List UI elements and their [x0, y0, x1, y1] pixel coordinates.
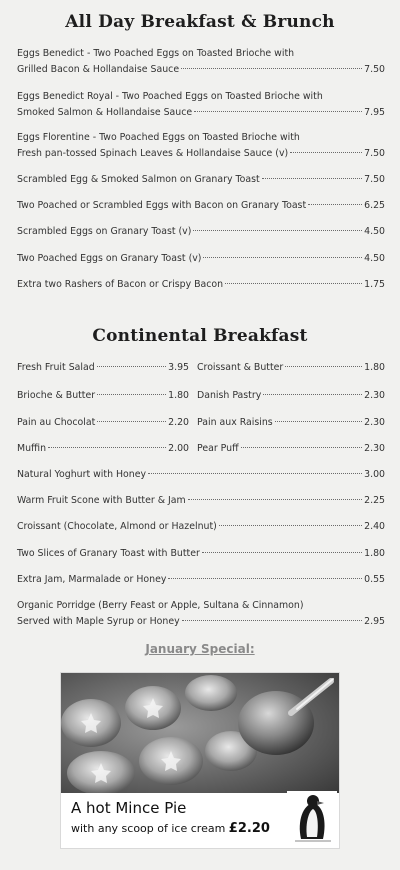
item-price: 1.80 [168, 390, 189, 401]
item-description-line: Extra Jam, Marmalade or Honey [17, 574, 167, 585]
item-name: Pear Puff [197, 443, 239, 454]
dot-leader [97, 421, 166, 422]
menu-row-pair [17, 441, 385, 457]
item-price: 3.00 [364, 469, 385, 480]
dot-leader [148, 473, 362, 474]
menu-item [17, 251, 385, 267]
penguin-illustration [287, 791, 337, 846]
item-description-line: Fresh pan-tossed Spinach Leaves & Hollandaise Sauce (v) [17, 148, 289, 159]
menu-item [17, 89, 385, 121]
menu-row-pair [17, 388, 385, 404]
menu-item [17, 493, 385, 509]
dot-leader [241, 447, 363, 448]
item-price: 4.50 [364, 253, 385, 264]
dot-leader [97, 366, 166, 367]
dot-leader [193, 230, 362, 231]
dot-leader [181, 68, 362, 69]
menu-item [17, 46, 385, 78]
dot-leader [194, 111, 362, 112]
item-description-line: Grilled Bacon & Hollandaise Sauce [17, 64, 180, 75]
item-description-line: Two Slices of Granary Toast with Butter [17, 548, 200, 559]
dot-leader [290, 152, 362, 153]
item-name: Pain au Chocolat [17, 417, 96, 428]
item-price: 2.20 [168, 417, 189, 428]
item-description-line: Eggs Florentine - Two Poached Eggs on Toasted Brioche with [17, 132, 300, 143]
item-description-line: Eggs Benedict - Two Poached Eggs on Toasted Brioche with [17, 48, 295, 59]
continental-title: Continental Breakfast [92, 326, 308, 346]
item-price: 1.80 [364, 548, 385, 559]
dot-leader [225, 283, 362, 284]
item-description-line: Scrambled Eggs on Granary Toast (v) [17, 226, 192, 237]
menu-item [17, 130, 385, 162]
item-price: 2.30 [364, 443, 385, 454]
item-price: 7.50 [364, 174, 385, 185]
special-heading: January Special: [145, 642, 255, 656]
item-description-line: Warm Fruit Scone with Butter & Jam [17, 495, 186, 506]
item-price: 2.25 [364, 495, 385, 506]
item-name: Danish Pastry [197, 390, 262, 401]
item-description-line: Extra two Rashers of Bacon or Crispy Bacon [17, 279, 224, 290]
item-price: 7.95 [364, 107, 385, 118]
item-description-line: Two Poached or Scrambled Eggs with Bacon on Granary Toast [17, 200, 307, 211]
menu-item [17, 224, 385, 240]
item-name: Brioche & Butter [17, 390, 96, 401]
menu-row-pair [17, 415, 385, 431]
item-price: 2.40 [364, 521, 385, 532]
item-price: 7.50 [364, 148, 385, 159]
item-price: 2.30 [364, 417, 385, 428]
dot-leader [262, 178, 362, 179]
item-price: 7.50 [364, 64, 385, 75]
item-description-line: Organic Porridge (Berry Feast or Apple, Sultana & Cinnamon) [17, 600, 304, 611]
item-price: 2.95 [364, 616, 385, 627]
menu-item [17, 598, 385, 630]
dot-leader [188, 499, 362, 500]
menu-item [17, 277, 385, 293]
dot-leader [97, 394, 166, 395]
item-description-line: Served with Maple Syrup or Honey [17, 616, 180, 627]
item-name: Fresh Fruit Salad [17, 362, 95, 373]
dot-leader [275, 421, 362, 422]
item-description-line: Croissant (Chocolate, Almond or Hazelnut) [17, 521, 217, 532]
dot-leader [285, 366, 362, 367]
item-description-line: Two Poached Eggs on Granary Toast (v) [17, 253, 202, 264]
item-name: Pain aux Raisins [197, 417, 273, 428]
item-price: 1.80 [364, 362, 385, 373]
promo-subtitle-text: with any scoop of ice cream [71, 822, 226, 835]
dot-leader [308, 204, 362, 205]
dot-leader [219, 525, 362, 526]
promo-title: A hot Mince Pie [71, 799, 187, 817]
item-price: 6.25 [364, 200, 385, 211]
item-description-line: Eggs Benedict Royal - Two Poached Eggs on Toasted Brioche with [17, 91, 323, 102]
dot-leader [182, 620, 362, 621]
promo-subtitle [71, 821, 270, 836]
dot-leader [203, 257, 362, 258]
dot-leader [263, 394, 362, 395]
menu-item [17, 467, 385, 483]
item-name: Muffin [17, 443, 47, 454]
mince-pie-photo [61, 673, 339, 793]
promo-price: £2.20 [228, 821, 270, 836]
item-price: 2.30 [364, 390, 385, 401]
item-price: 4.50 [364, 226, 385, 237]
menu-row-pair [17, 360, 385, 376]
item-price: 2.00 [168, 443, 189, 454]
menu-item [17, 172, 385, 188]
item-price: 3.95 [168, 362, 189, 373]
menu-item [17, 519, 385, 535]
item-price: 0.55 [364, 574, 385, 585]
menu-item [17, 546, 385, 562]
promo-box [60, 672, 340, 849]
dot-leader [168, 578, 362, 579]
breakfast-title: All Day Breakfast & Brunch [65, 12, 335, 32]
item-description-line: Natural Yoghurt with Honey [17, 469, 147, 480]
item-price: 1.75 [364, 279, 385, 290]
menu-item [17, 572, 385, 588]
item-description-line: Scrambled Egg & Smoked Salmon on Granary Toast [17, 174, 260, 185]
menu-item [17, 198, 385, 214]
item-description-line: Smoked Salmon & Hollandaise Sauce [17, 107, 193, 118]
dot-leader [48, 447, 166, 448]
dot-leader [202, 552, 362, 553]
item-name: Croissant & Butter [197, 362, 284, 373]
